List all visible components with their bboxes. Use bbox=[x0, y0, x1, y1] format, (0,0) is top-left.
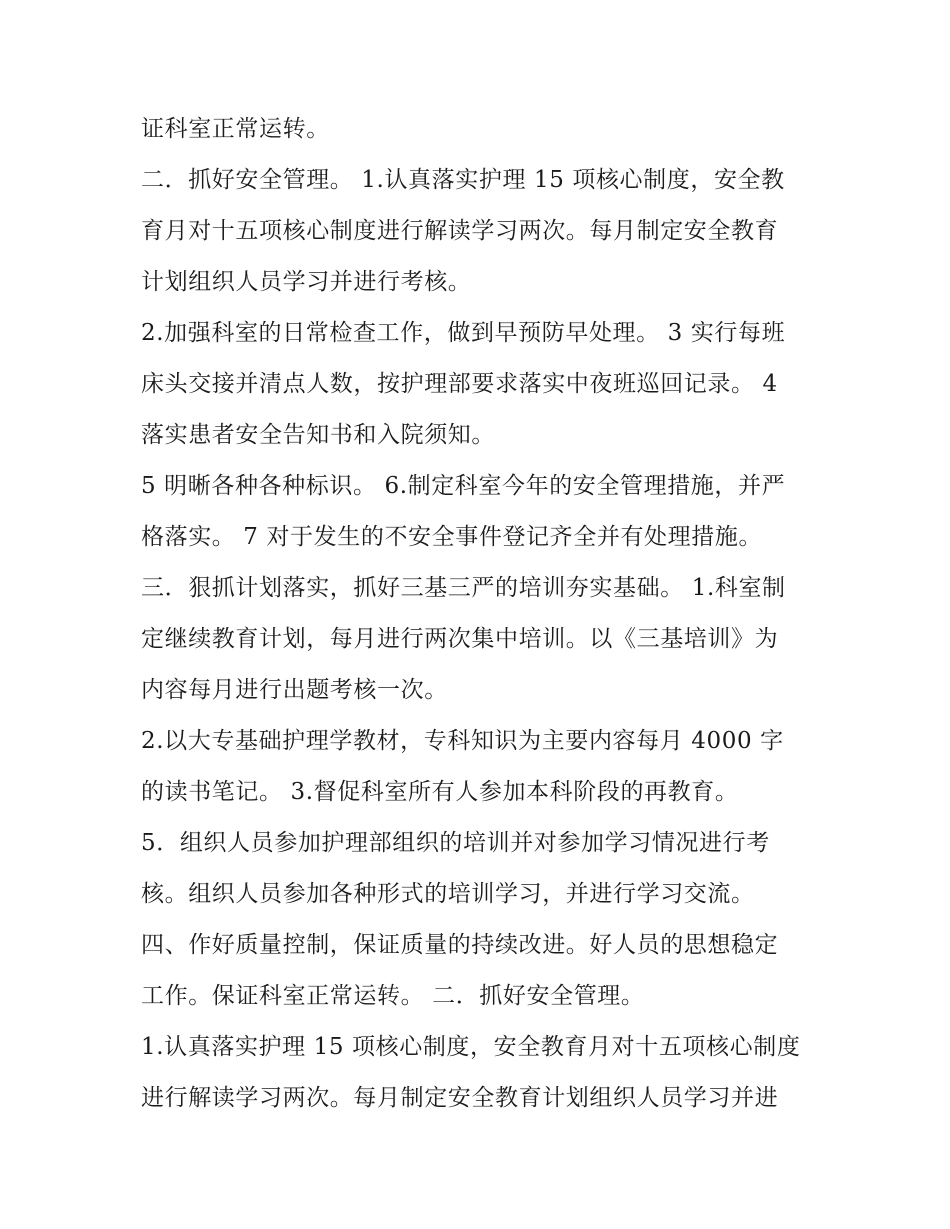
text-line: 计划组织人员学习并进行考核。 bbox=[141, 269, 472, 295]
text-line: 5．组织人员参加护理部组织的培训并对参加学习情况进行考 bbox=[141, 830, 770, 856]
text-line: 2.以大专基础护理学教材，专科知识为主要内容每月 4000 字 bbox=[141, 728, 784, 754]
text-line: 2.加强科室的日常检查工作，做到早预防早处理。 3 实行每班 bbox=[141, 320, 786, 346]
text-line: 格落实。 7 对于发生的不安全事件登记齐全并有处理措施。 bbox=[141, 524, 763, 550]
text-line: 1.认真落实护理 15 项核心制度，安全教育月对十五项核心制度 bbox=[141, 1034, 801, 1060]
text-line: 5 明晰各种各种标识。 6.制定科室今年的安全管理措施，并严 bbox=[141, 473, 786, 499]
text-line: 二．抓好安全管理。 1.认真落实护理 15 项核心制度，安全教 bbox=[141, 167, 785, 193]
text-line: 工作。保证科室正常运转。 二．抓好安全管理。 bbox=[141, 983, 645, 1009]
text-line: 核。组织人员参加各种形式的培训学习，并进行学习交流。 bbox=[141, 881, 755, 907]
text-line: 定继续教育计划，每月进行两次集中培训。以《三基培训》为 bbox=[141, 626, 779, 652]
body-text bbox=[141, 108, 821, 1128]
text-line: 床头交接并清点人数，按护理部要求落实中夜班巡回记录。 4 bbox=[141, 371, 778, 397]
text-line: 三．狠抓计划落实，抓好三基三严的培训夯实基础。 1.科室制 bbox=[141, 575, 786, 601]
text-line: 育月对十五项核心制度进行解读学习两次。每月制定安全教育 bbox=[141, 218, 779, 244]
text-line: 证科室正常运转。 bbox=[141, 116, 330, 142]
text-line: 落实患者安全告知书和入院须知。 bbox=[141, 422, 495, 448]
text-line: 的读书笔记。 3.督促科室所有人参加本科阶段的再教育。 bbox=[141, 779, 739, 805]
text-line: 四、作好质量控制，保证质量的持续改进。好人员的思想稳定 bbox=[141, 932, 779, 958]
text-line: 进行解读学习两次。每月制定安全教育计划组织人员学习并进 bbox=[141, 1085, 779, 1111]
text-line: 内容每月进行出题考核一次。 bbox=[141, 677, 448, 703]
